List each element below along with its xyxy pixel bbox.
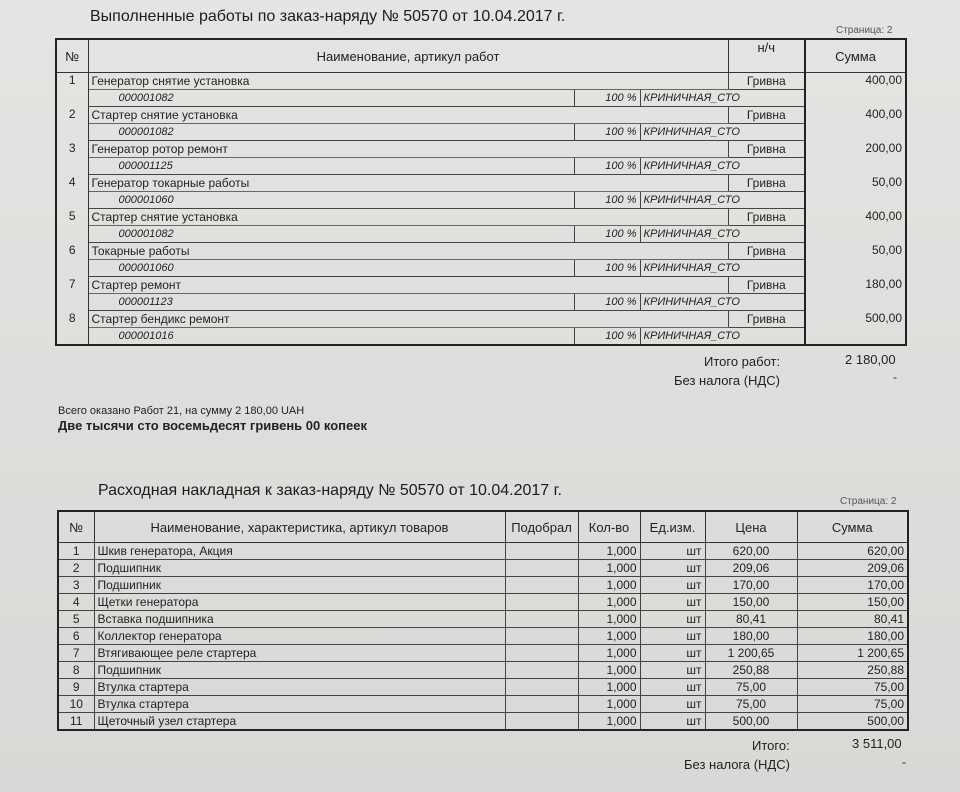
works-header-sum: Сумма xyxy=(805,39,906,73)
invoice-row-price: 180,00 xyxy=(705,628,797,645)
invoice-row-qty: 1,000 xyxy=(578,645,640,662)
works-total-label: Итого работ: xyxy=(704,354,781,369)
works-header-unit: н/ч xyxy=(728,39,805,73)
invoice-row-sum: 75,00 xyxy=(797,679,908,696)
works-row-percent: 100 % xyxy=(574,192,640,209)
works-row-sum: 400,00 xyxy=(805,209,906,243)
invoice-row-unit: шт xyxy=(640,696,705,713)
invoice-page-label: Страница: 2 xyxy=(840,496,897,507)
invoice-row-qty: 1,000 xyxy=(578,560,640,577)
invoice-header-picked: Подобрал xyxy=(505,511,578,543)
works-row-code: 000001123 xyxy=(88,294,574,311)
works-header-name: Наименование, артикул работ xyxy=(88,39,728,73)
works-row-unit: Гривна xyxy=(728,141,805,158)
invoice-row-unit: шт xyxy=(640,662,705,679)
invoice-row-name: Подшипник xyxy=(94,560,505,577)
works-tax-value: - xyxy=(893,370,897,384)
works-row-sum: 50,00 xyxy=(805,175,906,209)
works-row-num: 6 xyxy=(56,243,88,277)
works-row xyxy=(56,141,906,158)
invoice-row-unit: шт xyxy=(640,543,705,560)
works-row-station: КРИНИЧНАЯ_СТО xyxy=(640,328,805,346)
works-summary: Всего оказано Работ 21, на сумму 2 180,00 UAH xyxy=(58,405,305,417)
invoice-row xyxy=(58,594,908,611)
invoice-row xyxy=(58,662,908,679)
works-row-percent: 100 % xyxy=(574,260,640,277)
invoice-row-sum: 180,00 xyxy=(797,628,908,645)
works-row-unit: Гривна xyxy=(728,73,805,90)
invoice-row-qty: 1,000 xyxy=(578,696,640,713)
invoice-row-num: 1 xyxy=(58,543,94,560)
works-row-detail xyxy=(56,226,906,243)
works-tax-label: Без налога (НДС) xyxy=(674,373,780,388)
works-row-station: КРИНИЧНАЯ_СТО xyxy=(640,226,805,243)
works-row-percent: 100 % xyxy=(574,294,640,311)
invoice-row-sum: 150,00 xyxy=(797,594,908,611)
invoice-row-num: 3 xyxy=(58,577,94,594)
invoice-header-unit: Ед.изм. xyxy=(640,511,705,543)
invoice-row-num: 7 xyxy=(58,645,94,662)
works-row-sum: 180,00 xyxy=(805,277,906,311)
invoice-row-name: Подшипник xyxy=(94,662,505,679)
invoice-row-sum: 1 200,65 xyxy=(797,645,908,662)
works-row-sum: 500,00 xyxy=(805,311,906,346)
invoice-row-price: 150,00 xyxy=(705,594,797,611)
invoice-row-sum: 500,00 xyxy=(797,713,908,731)
works-row-percent: 100 % xyxy=(574,124,640,141)
invoice-row-qty: 1,000 xyxy=(578,577,640,594)
invoice-header-price: Цена xyxy=(705,511,797,543)
invoice-row-price: 75,00 xyxy=(705,696,797,713)
invoice-row-name: Шкив генератора, Акция xyxy=(94,543,505,560)
works-row-code: 000001060 xyxy=(88,192,574,209)
works-row-station: КРИНИЧНАЯ_СТО xyxy=(640,90,805,107)
invoice-row-price: 209,06 xyxy=(705,560,797,577)
invoice-row xyxy=(58,611,908,628)
invoice-row-name: Втягивающее реле стартера xyxy=(94,645,505,662)
works-row-name: Стартер снятие установка xyxy=(88,209,728,226)
invoice-row xyxy=(58,645,908,662)
works-header-num: № xyxy=(56,39,88,73)
invoice-tax-label: Без налога (НДС) xyxy=(684,757,790,772)
works-row-station: КРИНИЧНАЯ_СТО xyxy=(640,192,805,209)
invoice-row-qty: 1,000 xyxy=(578,679,640,696)
works-table xyxy=(55,38,907,346)
invoice-row-price: 500,00 xyxy=(705,713,797,731)
works-row-detail xyxy=(56,260,906,277)
invoice-row-name: Втулка стартера xyxy=(94,679,505,696)
works-amount-in-words: Две тысячи сто восемьдесят гривень 00 копеек xyxy=(58,418,367,433)
works-row-percent: 100 % xyxy=(574,158,640,175)
invoice-row-picked xyxy=(505,611,578,628)
works-row-detail xyxy=(56,294,906,311)
works-row-name: Стартер снятие установка xyxy=(88,107,728,124)
works-row xyxy=(56,311,906,328)
invoice-row-num: 6 xyxy=(58,628,94,645)
works-row-sum: 200,00 xyxy=(805,141,906,175)
works-row-num: 7 xyxy=(56,277,88,311)
works-row-detail xyxy=(56,328,906,346)
invoice-total-value: 3 511,00 xyxy=(852,736,902,751)
invoice-row-sum: 620,00 xyxy=(797,543,908,560)
invoice-row-sum: 250,88 xyxy=(797,662,908,679)
invoice-row-name: Щетки генератора xyxy=(94,594,505,611)
invoice-row-num: 9 xyxy=(58,679,94,696)
invoice-row-unit: шт xyxy=(640,560,705,577)
invoice-row-unit: шт xyxy=(640,679,705,696)
invoice-row-price: 620,00 xyxy=(705,543,797,560)
invoice-header-qty: Кол-во xyxy=(578,511,640,543)
works-table-body xyxy=(56,73,906,346)
invoice-header-row xyxy=(58,511,908,543)
invoice-row-picked xyxy=(505,560,578,577)
invoice-header-name: Наименование, характеристика, артикул товаров xyxy=(94,511,505,543)
works-row-sum: 50,00 xyxy=(805,243,906,277)
invoice-row-qty: 1,000 xyxy=(578,611,640,628)
invoice-row-name: Втулка стартера xyxy=(94,696,505,713)
works-row-detail xyxy=(56,158,906,175)
invoice-row-num: 5 xyxy=(58,611,94,628)
invoice-row-num: 11 xyxy=(58,713,94,731)
invoice-table xyxy=(57,510,909,731)
works-row-name: Генератор токарные работы xyxy=(88,175,728,192)
invoice-header-num: № xyxy=(58,511,94,543)
works-title: Выполненные работы по заказ-наряду № 50570 от 10.04.2017 г. xyxy=(90,8,566,25)
invoice-row-name: Коллектор генератора xyxy=(94,628,505,645)
invoice-row-qty: 1,000 xyxy=(578,543,640,560)
invoice-row-unit: шт xyxy=(640,645,705,662)
works-row-num: 4 xyxy=(56,175,88,209)
works-row-unit: Гривна xyxy=(728,209,805,226)
works-row-num: 2 xyxy=(56,107,88,141)
invoice-row-picked xyxy=(505,662,578,679)
invoice-header-sum: Сумма xyxy=(797,511,908,543)
invoice-row xyxy=(58,560,908,577)
works-row-unit: Гривна xyxy=(728,175,805,192)
works-row-station: КРИНИЧНАЯ_СТО xyxy=(640,158,805,175)
works-row-percent: 100 % xyxy=(574,328,640,346)
invoice-tax-value: - xyxy=(902,755,906,769)
works-row-code: 000001060 xyxy=(88,260,574,277)
invoice-row-qty: 1,000 xyxy=(578,594,640,611)
invoice-row-price: 75,00 xyxy=(705,679,797,696)
works-row-name: Генератор снятие установка xyxy=(88,73,728,90)
works-row-num: 5 xyxy=(56,209,88,243)
invoice-row-sum: 75,00 xyxy=(797,696,908,713)
invoice-row-picked xyxy=(505,577,578,594)
works-row-num: 3 xyxy=(56,141,88,175)
invoice-title: Расходная накладная к заказ-наряду № 50570 от 10.04.2017 г. xyxy=(98,482,562,499)
invoice-row-name: Подшипник xyxy=(94,577,505,594)
invoice-row-sum: 209,06 xyxy=(797,560,908,577)
invoice-row xyxy=(58,696,908,713)
works-row-num: 8 xyxy=(56,311,88,346)
works-row xyxy=(56,107,906,124)
invoice-row-price: 250,88 xyxy=(705,662,797,679)
invoice-row-qty: 1,000 xyxy=(578,628,640,645)
works-row-code: 000001082 xyxy=(88,124,574,141)
invoice-row-picked xyxy=(505,645,578,662)
works-row xyxy=(56,73,906,90)
invoice-row-price: 1 200,65 xyxy=(705,645,797,662)
invoice-row-qty: 1,000 xyxy=(578,713,640,731)
invoice-row-picked xyxy=(505,543,578,560)
works-row-code: 000001016 xyxy=(88,328,574,346)
invoice-row-picked xyxy=(505,628,578,645)
invoice-row-name: Щеточный узел стартера xyxy=(94,713,505,731)
works-row-code: 000001082 xyxy=(88,90,574,107)
works-row-name: Стартер ремонт xyxy=(88,277,728,294)
works-total-value: 2 180,00 xyxy=(845,352,896,367)
works-row-num: 1 xyxy=(56,73,88,107)
works-row-unit: Гривна xyxy=(728,243,805,260)
invoice-row xyxy=(58,628,908,645)
works-row-code: 000001125 xyxy=(88,158,574,175)
invoice-row-unit: шт xyxy=(640,713,705,731)
works-row xyxy=(56,243,906,260)
invoice-row-picked xyxy=(505,594,578,611)
works-row-sum: 400,00 xyxy=(805,107,906,141)
works-row xyxy=(56,277,906,294)
invoice-row-price: 170,00 xyxy=(705,577,797,594)
works-row-percent: 100 % xyxy=(574,226,640,243)
invoice-row-unit: шт xyxy=(640,628,705,645)
invoice-row-picked xyxy=(505,696,578,713)
invoice-row-num: 10 xyxy=(58,696,94,713)
invoice-row-num: 4 xyxy=(58,594,94,611)
invoice-row xyxy=(58,577,908,594)
works-row-station: КРИНИЧНАЯ_СТО xyxy=(640,294,805,311)
works-row-name: Генератор ротор ремонт xyxy=(88,141,728,158)
works-row-station: КРИНИЧНАЯ_СТО xyxy=(640,124,805,141)
invoice-total-label: Итого: xyxy=(752,738,790,753)
invoice-row xyxy=(58,713,908,731)
works-row-unit: Гривна xyxy=(728,107,805,124)
invoice-row xyxy=(58,679,908,696)
works-header-row xyxy=(56,39,906,73)
works-row-code: 000001082 xyxy=(88,226,574,243)
works-row-detail xyxy=(56,192,906,209)
invoice-row-name: Вставка подшипника xyxy=(94,611,505,628)
invoice-row-unit: шт xyxy=(640,594,705,611)
works-page-label: Страница: 2 xyxy=(836,25,893,36)
invoice-row-price: 80,41 xyxy=(705,611,797,628)
works-row-unit: Гривна xyxy=(728,277,805,294)
works-row-unit: Гривна xyxy=(728,311,805,328)
invoice-row-num: 2 xyxy=(58,560,94,577)
invoice-row-qty: 1,000 xyxy=(578,662,640,679)
invoice-row-picked xyxy=(505,713,578,731)
invoice-table-body xyxy=(58,543,908,731)
works-row-name: Стартер бендикс ремонт xyxy=(88,311,728,328)
works-row xyxy=(56,209,906,226)
works-row-name: Токарные работы xyxy=(88,243,728,260)
invoice-row-unit: шт xyxy=(640,611,705,628)
works-row-station: КРИНИЧНАЯ_СТО xyxy=(640,260,805,277)
works-row-sum: 400,00 xyxy=(805,73,906,107)
invoice-row-num: 8 xyxy=(58,662,94,679)
works-row xyxy=(56,175,906,192)
invoice-row-sum: 80,41 xyxy=(797,611,908,628)
invoice-row-sum: 170,00 xyxy=(797,577,908,594)
works-row-percent: 100 % xyxy=(574,90,640,107)
works-row-detail xyxy=(56,124,906,141)
invoice-row-unit: шт xyxy=(640,577,705,594)
invoice-row-picked xyxy=(505,679,578,696)
invoice-row xyxy=(58,543,908,560)
works-row-detail xyxy=(56,90,906,107)
